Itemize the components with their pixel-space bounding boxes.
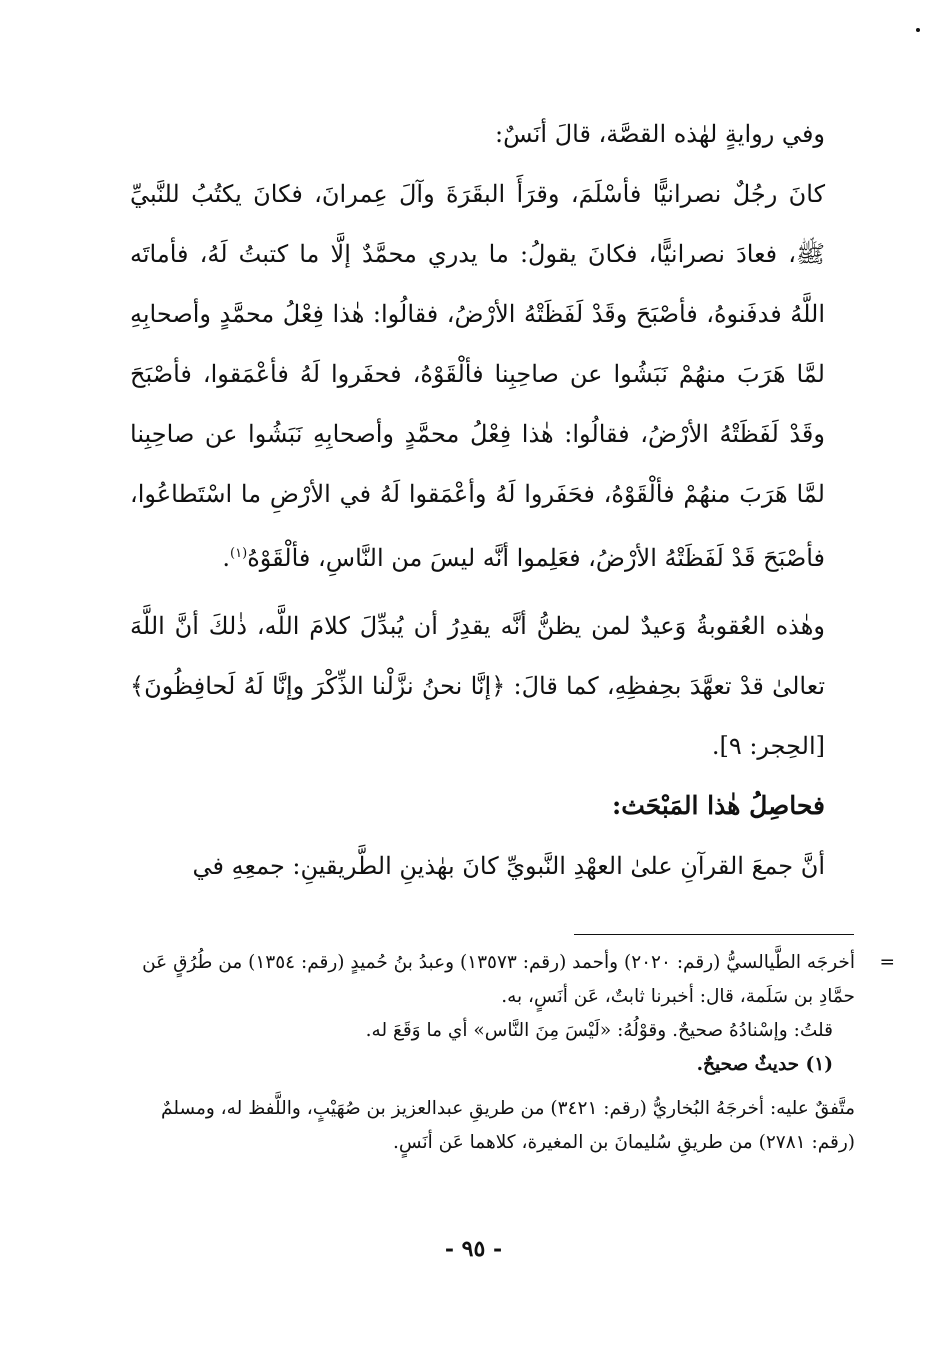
footnotes-section <box>130 946 895 1160</box>
section-heading: فحاصِلُ هٰذا المَبْحَث: <box>611 791 825 820</box>
footnote-remark: قلتُ: وإسْنادُهُ صحيحٌ. وقوْلُهُ: «لَيْسَ مِنَ النَّاس» أي ما وَقَعَ له. <box>365 1020 833 1041</box>
intro-line: وفي روايةٍ لهٰذه القصَّة، قالَ أنَسٌ: <box>495 120 825 148</box>
footnote-1-text: متَّفقٌ عليه: أخرجَهُ البُخاريُّ (رقم: ٣٤٢١) من طريقِ عبدالعزيز بن صُهَيْبٍ، واللَّفظ له، ومسلمٌ (رقم: ٢٧٨١) من طريقِ سُليمانَ بن المغيرة، كلاهما عَن أنَسٍ. <box>161 1098 855 1153</box>
footnote-1-label: (١) حديثٌ صحيحٌ. <box>696 1054 833 1075</box>
continuation-mark: = <box>879 952 895 973</box>
narration-text: كانَ رجُلٌ نصرانيًّا فأسْلَمَ، وقرَأَ البقَرَةَ وآلَ عِمرانَ، فكانَ يكتُبُ للنَّبيِّ ﷺ، فعادَ نصرانيًّا، فكانَ يقولُ: ما يدري محمَّدٌ إلَّا ما كتبتُ لَهُ، فأماتَه اللَّهُ فدفَنوهُ، فأصْبَحَ وقَدْ لَفَظَتْهُ الأرْضُ، فقالُوا: هٰذا فِعْلُ محمَّدٍ وأصحابِهِ لمَّا هَرَبَ منهُمْ نَبَشُوا عن صاحِبِنا فألْقَوْهُ، فحفَروا لَهُ فأعْمَقوا، فأصْبَحَ وقَدْ لَفَظَتْهُ الأرْضُ، فقالُوا: هٰذا فِعْلُ محمَّدٍ وأصحابِهِ نَبَشُوا عن صاحِبِنا لمَّا هَرَبَ منهُمْ فألْقَوْهُ، فحَفَروا لَهُ وأعْمَقوا لَهُ في الأرْضِ ما اسْتَطاعُوا، فأصْبَحَ قَدْ لَفَظَتْهُ الأرْضُ، فعَلِموا أنَّه ليسَ من النَّاسِ، فألْقَوْهُ <box>130 180 825 572</box>
footnote-continuation <box>130 946 895 1014</box>
conclusion-line: أنَّ جمعَ القرآنِ علىٰ العهْدِ النَّبويِّ كانَ بهٰذينِ الطَّريقينِ: جمعِهِ في <box>192 852 825 880</box>
page-number: - ٩٥ - <box>444 1236 503 1262</box>
footnote-ref-1[interactable]: (١) <box>230 546 248 561</box>
main-text <box>130 104 825 896</box>
footnote-continuation-text: أخرجَه الطَّيالسيُّ (رقم: ٢٠٢٠) وأحمد (رقم: ١٣٥٧٣) وعبدُ بنُ حُميدٍ (رقم: ١٣٥٤) من طُرُقٍ عَن حمَّادِ بن سَلَمة، قال: أخبرنا ثابتٌ، عَن أنَسٍ، به. <box>142 952 855 1007</box>
footnote-separator <box>574 934 854 935</box>
hadith-narration <box>130 164 825 588</box>
commentary-paragraph: وهٰذه العُقوبةُ وَعيدٌ لمن يظنُّ أنَّه يقدِرُ أن يُبدِّلَ كلامَ اللَّه، ذٰلكَ أنَّ اللَّهَ تعالىٰ قدْ تعهَّدَ بحِفظِهِ، كما قالَ: ﴿إنَّا نحنُ نزَّلْنا الذِّكْرَ وإنَّا لَهُ لَحافِظُونَ﴾ [الحِجر: ٩]. <box>130 612 825 760</box>
narration-end: . <box>222 544 231 572</box>
stray-dot <box>916 28 920 32</box>
